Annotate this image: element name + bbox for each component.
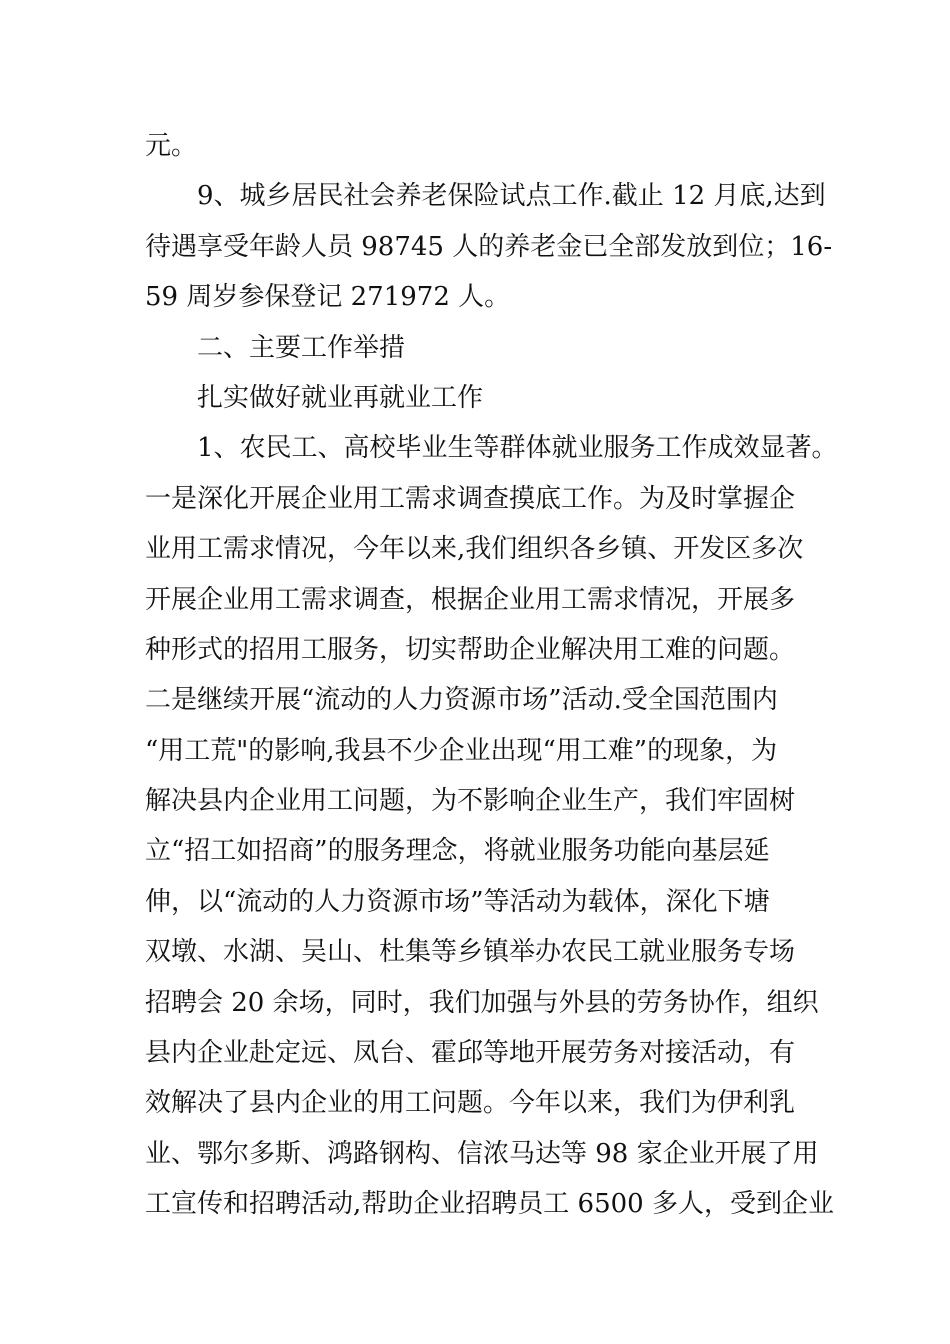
text-line-16: 伸，以“流动的人力资源市场”等活动为载体，深化下塘: [145, 886, 770, 917]
text-line-18: 招聘会 20 余场，同时，我们加强与外县的劳务协作，组织: [145, 987, 819, 1018]
text-line-20: 效解决了县内企业的用工问题。今年以来，我们为伊利乳: [145, 1088, 796, 1119]
text-line-22: 工宣传和招聘活动,帮助企业招聘员工 6500 多人，受到企业: [145, 1189, 834, 1220]
text-line-15: 立“招工如招商”的服务理念，将就业服务功能向基层延: [145, 836, 770, 867]
text-line-9: 业用工需求情况，今年以来,我们组织各乡镇、开发区多次: [145, 534, 804, 565]
text-line-21: 业、鄂尔多斯、鸿路钢构、信浓马达等 98 家企业开展了用: [145, 1138, 819, 1169]
subsection-heading-employment: 扎实做好就业再就业工作: [197, 382, 484, 413]
text-line-1: 元。: [145, 131, 198, 161]
section-heading-main-measures: 二、主要工作举措: [197, 332, 406, 363]
text-line-11: 种形式的招用工服务，切实帮助企业解决用工难的问题。: [145, 634, 796, 665]
text-line-14: 解决县内企业用工问题，为不影响企业生产，我们牢固树: [145, 786, 796, 817]
text-line-13: “用工荒"的影响,我县不少企业出现“用工难”的现象，为: [145, 735, 778, 766]
text-line-8: 一是深化开展企业用工需求调查摸底工作。为及时掌握企: [145, 483, 796, 514]
text-line-19: 县内企业赴定远、凤台、霍邱等地开展劳务对接活动，有: [145, 1038, 796, 1069]
text-line-12: 二是继续开展“流动的人力资源市场”活动.受全国范围内: [145, 685, 778, 716]
item-9-heading-line: 9、城乡居民社会养老保险试点工作.截止 12 月底,达到: [197, 181, 826, 212]
text-line-4: 59 周岁参保登记 271972 人。: [145, 282, 511, 313]
text-line-10: 开展企业用工需求调查，根据企业用工需求情况，开展多: [145, 584, 796, 615]
document-body: [145, 121, 838, 1230]
text-line-17: 双墩、水湖、吴山、杜集等乡镇举办农民工就业服务专场: [145, 937, 796, 968]
item-1-heading-line: 1、农民工、高校毕业生等群体就业服务工作成效显著。: [197, 433, 838, 464]
text-line-3: 待遇享受年龄人员 98745 人的养老金已全部发放到位；16-: [145, 231, 833, 262]
